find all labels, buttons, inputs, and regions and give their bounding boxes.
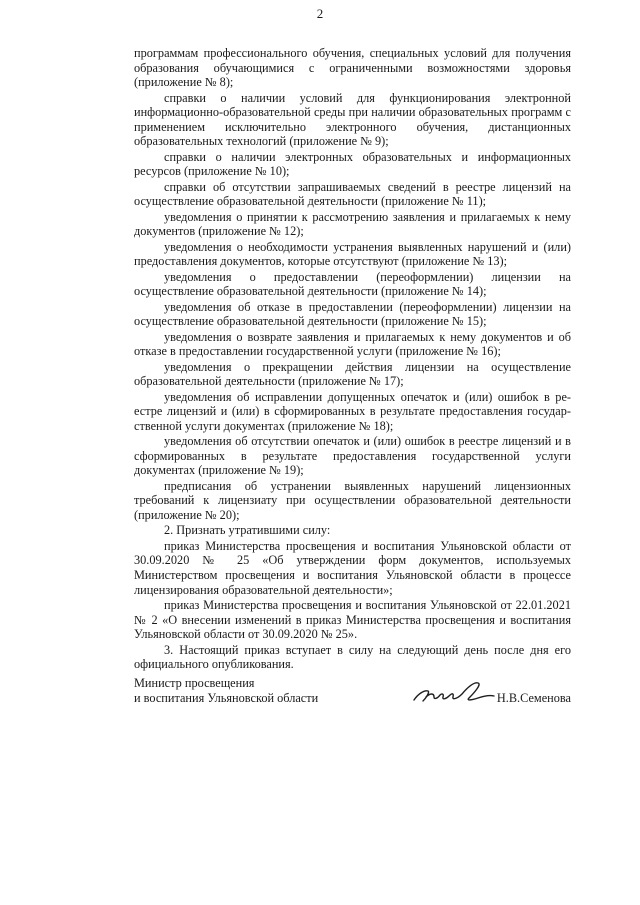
paragraph: программам профессионального обучения, специальных условий для получения образования обучающимися с ограниченными возможностями здоровья (приложение № 8); — [134, 46, 571, 90]
paragraph: приказ Министерства просвещения и воспитания Ульяновской от 22.01.2021 № 2 «О внесении изменений в приказ Министерства просвещения и воспитания Ульяновской области от 30.09.2020 № 25». — [134, 597, 571, 642]
paragraph: уведомления о возврате заявления и прилагаемых к нему документов и об отказе в предоставлении государственной услуги (приложение № 16); — [134, 329, 571, 359]
paragraph: справки о наличии условий для функционирования электронной информационно-образовательной среды при наличии образовательных программ с применением исключительно электронного обучения, дистанционных образовательных технологий (приложение № 9); — [134, 90, 571, 149]
paragraph: 3. Настоящий приказ вступает в силу на следующий день после дня его официального опубликования. — [134, 642, 571, 672]
paragraph: уведомления о принятии к рассмотрению заявления и прилагаемых к нему документов (приложение № 12); — [134, 209, 571, 239]
paragraph: уведомления об отсутствии опечаток и (или) ошибок в реестре лицензий и в сформированных в результате предоставления государственной услуги документах (приложение № 19); — [134, 434, 571, 478]
handwritten-signature — [412, 676, 496, 710]
paragraph: справки об отсутствии запрашиваемых сведений в реестре лицензий на осуществление образовательной деятельности (приложение № 11); — [134, 179, 571, 209]
signer-name: Н.В.Семенова — [496, 691, 571, 705]
paragraph: уведомления о необходимости устранения выявленных нарушений и (или) предоставления документов, которые отсутствуют (приложение № 13); — [134, 239, 571, 269]
paragraph: приказ Министерства просвещения и воспитания Ульяновской области от 30.09.2020 № 25 «Об утверждении форм документов, используемых Министерством просвещения и воспитания Ульяновской области в процессе лицензирования образовательной деятельности»; — [134, 538, 571, 597]
signer-title-line: и воспитания Ульяновской области — [134, 691, 319, 705]
paragraph: уведомления об исправлении допущенных опечаток и (или) ошибок в ре-естре лицензий и (или) в сформированных в результате предоставления государ-ственной услуги документах (приложение № 18); — [134, 389, 571, 433]
paragraph: уведомления о предоставлении (переоформлении) лицензии на осуществление образовательной деятельности (приложение № 14); — [134, 269, 571, 299]
paragraph: уведомления о прекращении действия лицензии на осуществление образовательной деятельности (приложение № 17); — [134, 359, 571, 389]
paragraph: уведомления об отказе в предоставлении (переоформлении) лицензии на осуществление образовательной деятельности (приложение № 15); — [134, 299, 571, 329]
signer-title — [134, 676, 318, 706]
paragraph: справки о наличии электронных образовательных и информационных ресурсов (приложение № 10); — [134, 149, 571, 179]
paragraph: предписания об устранении выявленных нарушений лицензионных требований к лицензиату при осуществлении образовательной деятельности (приложение № 20); — [134, 478, 571, 522]
signer-title-line: Министр просвещения — [134, 676, 255, 690]
section-heading: 2. Признать утратившими силу: — [164, 523, 331, 538]
document-body — [134, 46, 571, 672]
signature-block — [134, 676, 571, 736]
page-number: 2 — [316, 6, 324, 21]
